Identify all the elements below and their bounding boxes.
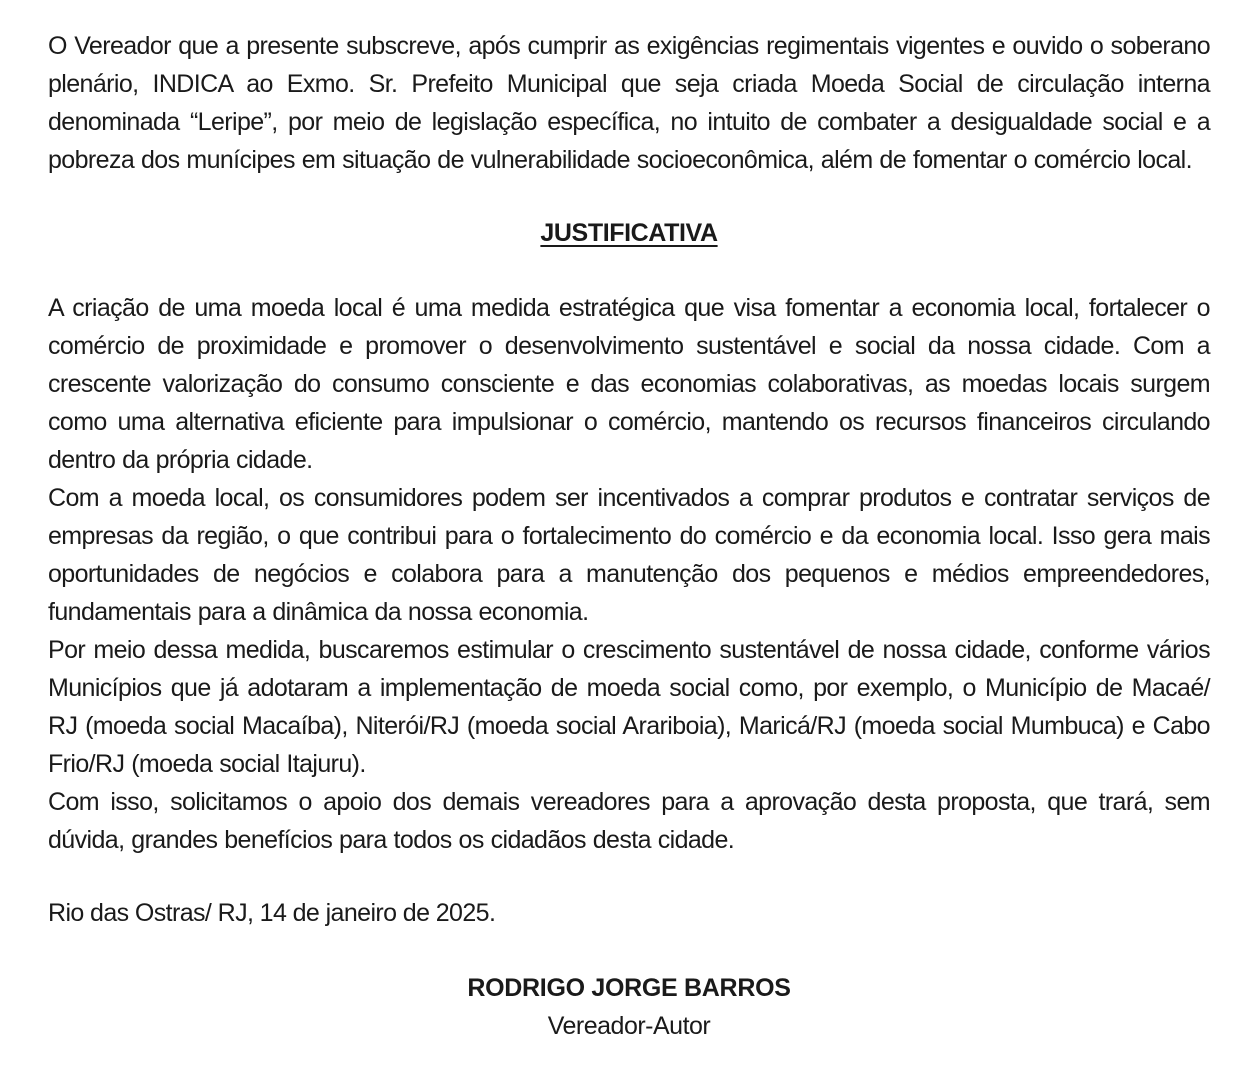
signature-block bbox=[48, 969, 1210, 1045]
signatory-role: Vereador-Autor bbox=[547, 1012, 711, 1040]
date-line: Rio das Ostras/ RJ, 14 de janeiro de 2025. bbox=[48, 899, 496, 927]
section-heading: JUSTIFICATIVA bbox=[540, 219, 718, 247]
intro-paragraph: O Vereador que a presente subscreve, após cumprir as exigências regimentais vigentes e ouvido o soberano plenário, INDICA ao Exmo. Sr. Prefeito Municipal que seja criada Moeda Social de circulação interna denominada “Leripe”, por meio de legislação específica, no intuito de combater a desigualdade social e a pobreza dos munícipes em situação de vulnerabilidade socioeconômica, além de fomentar o comércio local. bbox=[48, 32, 1210, 174]
justification-paragraph-3: Por meio dessa medida, buscaremos estimular o crescimento sustentável de nossa cidade, conforme vários Municípios que já adotaram a implementação de moeda social como, por exemplo, o Município de Macaé/ RJ (moeda social Macaíba), Niterói/RJ (moeda social Arariboia), Maricá/RJ (moeda social Mumbuca) e Cabo Frio/RJ (moeda social Itajuru). bbox=[48, 636, 1210, 778]
justification-paragraph-1: A criação de uma moeda local é uma medida estratégica que visa fomentar a economia local, fortalecer o comércio de proximidade e promover o desenvolvimento sustentável e social da nossa cidade. Com a crescente valorização do consumo consciente e das economias colaborativas, as moedas locais surgem como uma alternativa eficiente para impulsionar o comércio, mantendo os recursos financeiros circulando dentro da própria cidade. bbox=[48, 294, 1210, 474]
document-page bbox=[48, 27, 1210, 1045]
signatory-name: RODRIGO JORGE BARROS bbox=[467, 974, 791, 1002]
justification-body bbox=[48, 289, 1210, 859]
justification-paragraph-2: Com a moeda local, os consumidores podem ser incentivados a comprar produtos e contratar serviços de empresas da região, o que contribui para o fortalecimento do comércio e da economia local. Isso gera mais oportunidades de negócios e colabora para a manutenção dos pequenos e médios empreendedores, fundamentais para a dinâmica da nossa economia. bbox=[48, 484, 1210, 626]
justification-paragraph-4: Com isso, solicitamos o apoio dos demais vereadores para a aprovação desta proposta, que trará, sem dúvida, grandes benefícios para todos os cidadãos desta cidade. bbox=[48, 788, 1210, 854]
